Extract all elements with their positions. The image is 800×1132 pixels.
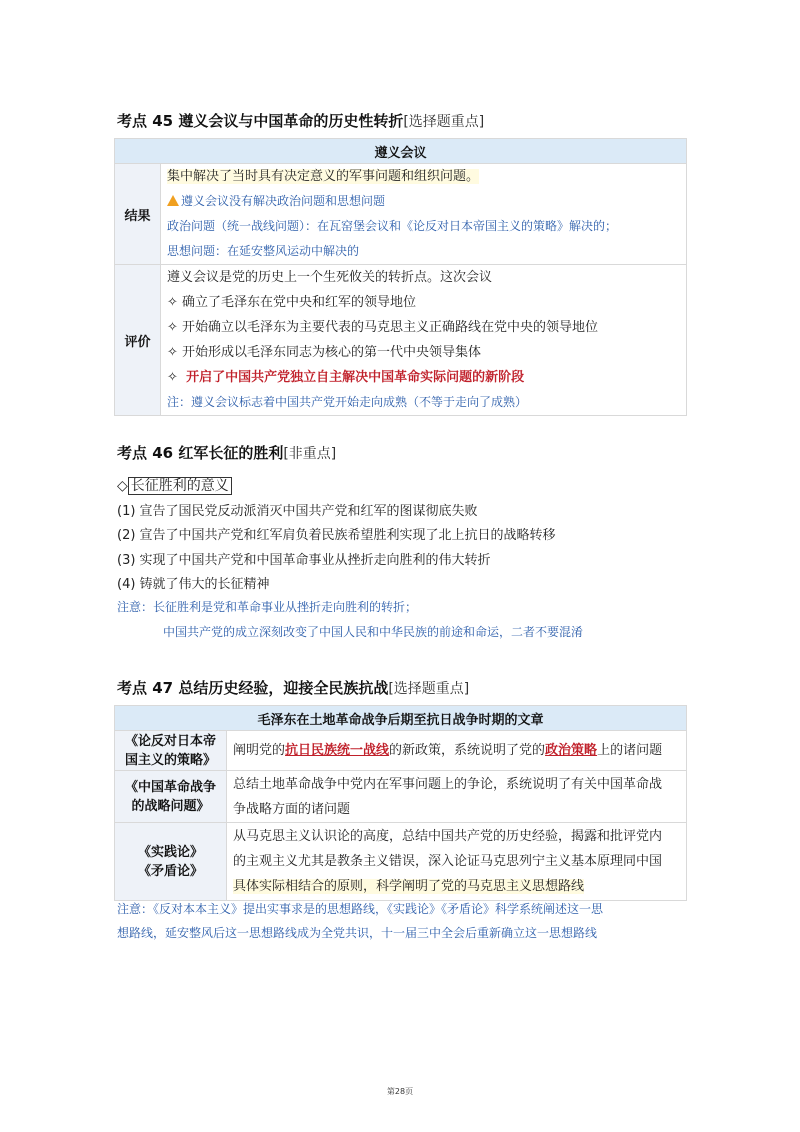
section-47-tag: [选择题重点] [388, 681, 470, 697]
eval-line-3: ✧ 开始确立以毛泽东为主要代表的马克思主义正确路线在党中央的领导地位 [167, 320, 599, 335]
longmarch-subhead-text: 长征胜利的意义 [128, 477, 232, 495]
section-46-title [117, 442, 336, 463]
section-46-title-text: 考点 46 红军长征的胜利 [117, 444, 284, 462]
longmarch-item-1: (1) 宣告了国民党反动派消灭中国共产党和红军的图谋彻底失败 [117, 504, 478, 519]
articles-table [114, 705, 687, 901]
section-47-title-text: 考点 47 总结历史经验，迎接全民族抗战 [117, 679, 389, 697]
result-line-2: 遵义会议没有解决政治问题和思想问题 [167, 189, 680, 214]
political-strategy-term: 政治策略 [545, 743, 598, 758]
articles-note-2: 想路线，延安整风后这一思想路线成为全党共识，十一届三中全会后重新确立这一思想路线 [117, 926, 598, 940]
diamond-icon: ◇ [117, 478, 128, 494]
eval-label: 评价 [115, 265, 161, 416]
longmarch-subhead [117, 475, 232, 495]
zunyi-table-head: 遵义会议 [115, 139, 687, 164]
articles-table-head: 毛泽东在土地革命战争后期至抗日战争时期的文章 [115, 706, 687, 731]
longmarch-item-3: (3) 实现了中国共产党和中国革命事业从挫折走向胜利的伟大转折 [117, 553, 491, 568]
eval-line-5: ✧ 开启了中国共产党独立自主解决中国革命实际问题的新阶段 [167, 370, 525, 385]
result-line-3: 政治问题（统一战线问题）：在瓦窑堡会议和《论反对日本帝国主义的策略》解决的； [167, 219, 618, 233]
result-label: 结果 [115, 164, 161, 265]
warning-icon [167, 195, 179, 206]
eval-note: 注：遵义会议标志着中国共产党开始走向成熟（不等于走向了成熟） [167, 395, 528, 409]
page-number: 第28页 [386, 1087, 414, 1096]
result-line-1: 集中解决了当时具有决定意义的军事问题和组织问题。 [167, 169, 480, 184]
zunyi-table [114, 138, 687, 416]
section-45-tag: [选择题重点] [403, 114, 485, 130]
article-2-title: 《中国革命战争 的战略问题》 [115, 771, 227, 823]
article-3-title: 《实践论》 《矛盾论》 [115, 823, 227, 901]
result-line-4: 思想问题：在延安整风运动中解决的 [167, 244, 360, 258]
united-front-term: 抗日民族统一战线 [285, 743, 390, 758]
eval-content [161, 265, 687, 416]
eval-line-2: ✧ 确立了毛泽东在党中央和红军的领导地位 [167, 295, 417, 310]
eval-line-4: ✧ 开始形成以毛泽东同志为核心的第一代中央领导集体 [167, 345, 482, 360]
article-3-desc: 从马克思主义认识论的高度，总结中国共产党的历史经验，揭露和批评党内 的主观主义尤其是教条主义错误，深入论证马克思列宁主义基本原理同中国 具体实际相结合的原则，科学阐明了党的马克思主义思想路线 [227, 823, 687, 901]
result-content [161, 164, 687, 265]
section-47-title [117, 677, 469, 698]
longmarch-item-2: (2) 宣告了中国共产党和红军肩负着民族希望胜利实现了北上抗日的战略转移 [117, 528, 556, 543]
section-45-title-text: 考点 45 遵义会议与中国革命的历史性转折 [117, 112, 404, 130]
article-1-desc: 阐明党的抗日民族统一战线的新政策，系统说明了党的政治策略上的诸问题 [227, 731, 687, 771]
longmarch-item-4: (4) 铸就了伟大的长征精神 [117, 577, 270, 592]
diamond-bullet-icon: ✧ [167, 370, 178, 385]
article-2-desc: 总结土地革命战争中党内在军事问题上的争论，系统说明了有关中国革命战 争战略方面的诸问题 [227, 771, 687, 823]
section-45-title [117, 110, 484, 131]
articles-note-1: 注意：《反对本本主义》提出实事求是的思想路线，《实践论》《矛盾论》科学系统阐述这一思 [117, 902, 604, 916]
eval-line-1: 遵义会议是党的历史上一个生死攸关的转折点。这次会议 [167, 270, 493, 285]
article-1-title: 《论反对日本帝 国主义的策略》 [115, 731, 227, 771]
section-46-tag: [非重点] [283, 446, 337, 462]
longmarch-note-2: 中国共产党的成立深刻改变了中国人民和中华民族的前途和命运，二者不要混淆 [163, 625, 584, 639]
longmarch-note-1: 注意：长征胜利是党和革命事业从挫折走向胜利的转折； [117, 600, 418, 614]
